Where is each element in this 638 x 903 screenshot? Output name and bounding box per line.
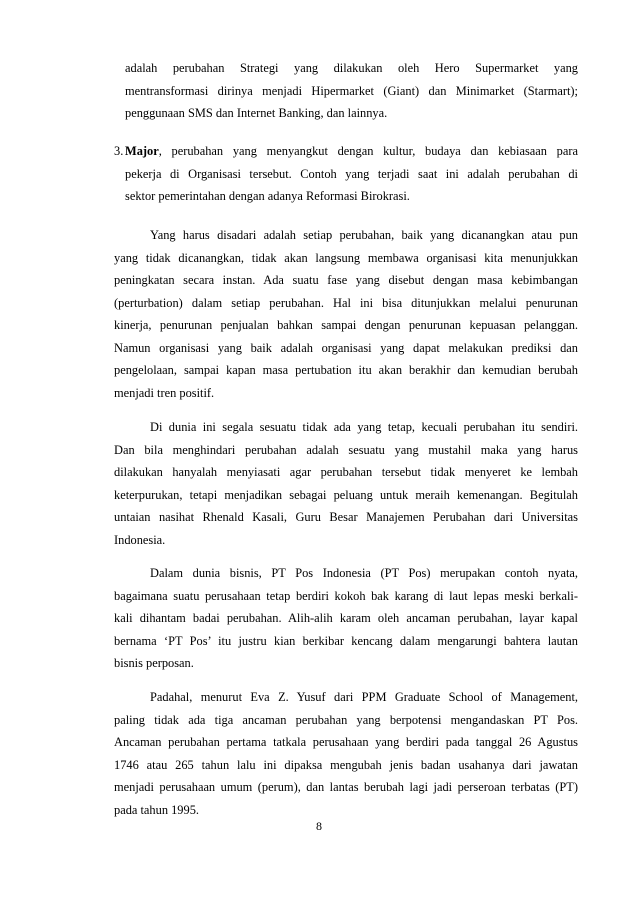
text-line: 1746 atau 265 tahun lalu ini dipaksa mengubah jenis badan usahanya dari jawatan — [114, 757, 578, 772]
text-line: Dan bila menghindari perubahan adalah sesuatu yang mustahil maka yang harus — [114, 442, 578, 457]
text-line: menjadi tren positif. — [114, 385, 215, 400]
page-number: 8 — [316, 819, 322, 833]
text-line: bernama ‘PT Pos’ itu justru kian berkibar kencang dalam mengarungi bahtera lautan — [114, 633, 578, 648]
text-line: penggunaan SMS dan Internet Banking, dan lainnya. — [125, 106, 388, 120]
paragraph — [114, 686, 578, 821]
text-line: pada tahun 1995. — [114, 802, 199, 817]
text-line: Ancaman perubahan pertama tatkala perusahaan yang berdiri pada tanggal 26 Agustus — [114, 735, 578, 749]
text-fragment: , perubahan yang menyangkut dengan kultur, budaya dan kebiasaan para — [158, 144, 578, 158]
text-line: bisnis perposan. — [114, 656, 194, 670]
text-line: sektor pemerintahan dengan adanya Reformasi Birokrasi. — [125, 189, 410, 203]
text-line: pekerja di Organisasi tersebut. Contoh yang terjadi saat ini adalah perubahan di — [125, 166, 578, 181]
paragraph — [114, 224, 578, 404]
text-line: (perturbation) dalam setiap perubahan. Hal ini bisa ditunjukkan melalui penurunan — [114, 295, 578, 310]
text-line: keterpurukan, tetapi menjadikan sebagai peluang untuk meraih kemenangan. Begitulah — [114, 487, 578, 502]
text-line: dilakukan hanyalah menyiasati agar perubahan tersebut tidak menyeret ke lembah — [114, 465, 578, 479]
list-number: 3. — [114, 144, 124, 158]
text-line: Di dunia ini segala sesuatu tidak ada yang tetap, kecuali perubahan itu sendiri. — [150, 420, 578, 434]
list-term: Major — [125, 144, 159, 158]
text-line: bagaimana suatu perusahaan tetap berdiri kokoh bak karang di laut lepas meski berkali- — [114, 588, 578, 603]
text-line: Namun organisasi yang baik adalah organisasi yang dapat melakukan prediksi dan — [114, 340, 578, 355]
text-line: paling tidak ada tiga ancaman perubahan yang berpotensi mengandaskan PT Pos. — [114, 712, 578, 727]
text-line: menjadi perusahaan umum (perum), dan lantas berubah lagi jadi perseroan terbatas (PT) — [114, 780, 578, 794]
paragraph — [114, 562, 578, 675]
text-line: Yang harus disadari adalah setiap perubahan, baik yang dicanangkan atau pun — [150, 228, 578, 242]
text-line: adalah perubahan Strategi yang dilakukan oleh Hero Supermarket yang — [125, 61, 578, 75]
text-line: mentransformasi dirinya menjadi Hipermarket (Giant) dan Minimarket (Starmart); — [125, 83, 578, 98]
text-line: Padahal, menurut Eva Z. Yusuf dari PPM Graduate School of Management, — [150, 690, 578, 704]
paragraph — [114, 416, 578, 551]
list-item-continuation — [114, 57, 578, 125]
text-line: pengelolaan, sampai kapan masa pertubation itu akan berakhir dan kemudian berubah — [114, 363, 578, 377]
text-line: peningkatan secara instan. Ada suatu fase yang disebut dengan masa kebimbangan — [114, 273, 578, 287]
text-line: Dalam dunia bisnis, PT Pos Indonesia (PT Pos) merupakan contoh nyata, — [150, 566, 578, 580]
text-line: yang tidak dicanangkan, tidak akan langsung membawa organisasi kita menunjukkan — [114, 250, 578, 265]
text-line — [114, 140, 578, 163]
text-line: untaian nasihat Rhenald Kasali, Guru Besar Manajemen Perubahan dari Universitas — [114, 510, 578, 524]
list-item-major — [114, 140, 578, 208]
text-line: kinerja, penurunan penjualan bahkan sampai dengan penurunan kepuasan pelanggan. — [114, 318, 578, 332]
text-line: kali dihantam badai perubahan. Alih-alih karam oleh ancaman perubahan, layar kapal — [114, 611, 578, 625]
text-line: Indonesia. — [114, 532, 166, 547]
